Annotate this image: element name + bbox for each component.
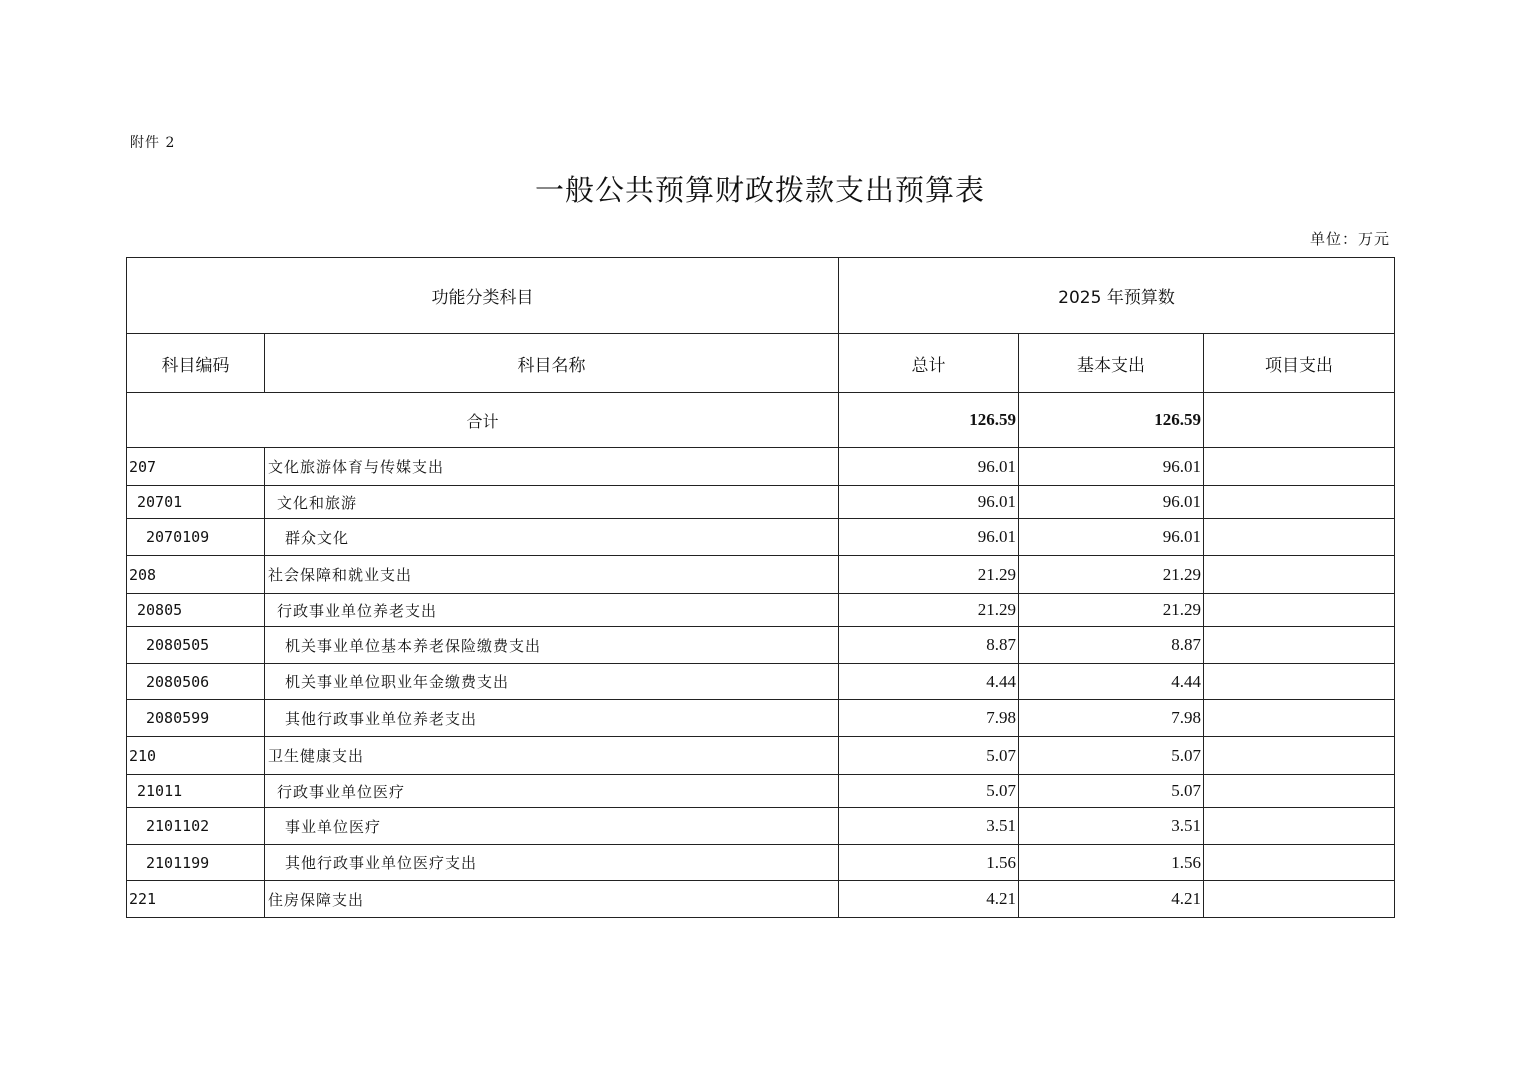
row-total: 7.98 <box>839 700 1019 737</box>
row-name: 其他行政事业单位医疗支出 <box>265 845 839 881</box>
header-code: 科目编码 <box>127 334 265 393</box>
row-total: 3.51 <box>839 808 1019 845</box>
row-name: 其他行政事业单位养老支出 <box>265 700 839 737</box>
row-basic: 8.87 <box>1019 627 1204 664</box>
row-code: 221 <box>127 881 265 918</box>
total-row <box>127 393 1395 448</box>
row-code: 21011 <box>127 775 265 808</box>
page-title: 一般公共预算财政拨款支出预算表 <box>534 173 985 207</box>
row-project <box>1204 594 1395 627</box>
row-total: 96.01 <box>839 486 1019 519</box>
row-code: 2080505 <box>127 627 265 664</box>
header-project-expenditure: 项目支出 <box>1204 334 1395 393</box>
row-code: 2101102 <box>127 808 265 845</box>
row-name: 住房保障支出 <box>265 881 839 918</box>
row-basic: 4.21 <box>1019 881 1204 918</box>
row-basic: 96.01 <box>1019 448 1204 486</box>
table-row <box>127 775 1395 808</box>
table-row <box>127 594 1395 627</box>
row-code: 210 <box>127 737 265 775</box>
row-project <box>1204 700 1395 737</box>
row-basic: 96.01 <box>1019 486 1204 519</box>
table-row <box>127 664 1395 700</box>
attachment-label: 附件 2 <box>130 135 176 151</box>
row-code: 2080506 <box>127 664 265 700</box>
row-code: 2070109 <box>127 519 265 556</box>
row-name: 机关事业单位职业年金缴费支出 <box>265 664 839 700</box>
table-row <box>127 808 1395 845</box>
row-name: 文化旅游体育与传媒支出 <box>265 448 839 486</box>
row-name: 群众文化 <box>265 519 839 556</box>
row-basic: 21.29 <box>1019 556 1204 594</box>
row-basic: 96.01 <box>1019 519 1204 556</box>
table-row <box>127 845 1395 881</box>
table-row <box>127 519 1395 556</box>
row-code: 2080599 <box>127 700 265 737</box>
header-basic-expenditure: 基本支出 <box>1019 334 1204 393</box>
row-name: 文化和旅游 <box>265 486 839 519</box>
row-code: 208 <box>127 556 265 594</box>
header-budget-year: 2025 年预算数 <box>839 258 1395 334</box>
table-row <box>127 737 1395 775</box>
row-project <box>1204 845 1395 881</box>
row-project <box>1204 881 1395 918</box>
row-total: 21.29 <box>839 594 1019 627</box>
row-project <box>1204 808 1395 845</box>
table-row <box>127 700 1395 737</box>
row-project <box>1204 556 1395 594</box>
row-total: 4.21 <box>839 881 1019 918</box>
total-row-project <box>1204 393 1395 448</box>
row-basic: 21.29 <box>1019 594 1204 627</box>
row-project <box>1204 448 1395 486</box>
unit-label: 单位：万元 <box>1309 230 1390 248</box>
total-row-total: 126.59 <box>839 393 1019 448</box>
row-code: 20701 <box>127 486 265 519</box>
row-total: 5.07 <box>839 775 1019 808</box>
row-project <box>1204 519 1395 556</box>
row-basic: 5.07 <box>1019 775 1204 808</box>
table-row <box>127 881 1395 918</box>
row-project <box>1204 486 1395 519</box>
header-name: 科目名称 <box>265 334 839 393</box>
row-total: 5.07 <box>839 737 1019 775</box>
row-name: 行政事业单位医疗 <box>265 775 839 808</box>
header-group-row <box>127 258 1395 334</box>
row-name: 卫生健康支出 <box>265 737 839 775</box>
table-row <box>127 627 1395 664</box>
budget-table <box>126 257 1395 918</box>
budget-table-body <box>127 258 1395 918</box>
header-column-row <box>127 334 1395 393</box>
row-total: 1.56 <box>839 845 1019 881</box>
row-name: 机关事业单位基本养老保险缴费支出 <box>265 627 839 664</box>
table-row <box>127 486 1395 519</box>
row-code: 20805 <box>127 594 265 627</box>
row-project <box>1204 664 1395 700</box>
row-basic: 7.98 <box>1019 700 1204 737</box>
row-code: 2101199 <box>127 845 265 881</box>
row-code: 207 <box>127 448 265 486</box>
row-name: 社会保障和就业支出 <box>265 556 839 594</box>
row-basic: 3.51 <box>1019 808 1204 845</box>
row-project <box>1204 775 1395 808</box>
row-basic: 1.56 <box>1019 845 1204 881</box>
row-project <box>1204 627 1395 664</box>
table-row <box>127 448 1395 486</box>
row-basic: 4.44 <box>1019 664 1204 700</box>
row-total: 4.44 <box>839 664 1019 700</box>
row-total: 8.87 <box>839 627 1019 664</box>
total-row-label: 合计 <box>127 393 839 448</box>
row-total: 96.01 <box>839 448 1019 486</box>
row-name: 事业单位医疗 <box>265 808 839 845</box>
row-basic: 5.07 <box>1019 737 1204 775</box>
row-total: 96.01 <box>839 519 1019 556</box>
header-functional-classification: 功能分类科目 <box>127 258 839 334</box>
header-total: 总计 <box>839 334 1019 393</box>
row-project <box>1204 737 1395 775</box>
total-row-basic: 126.59 <box>1019 393 1204 448</box>
table-row <box>127 556 1395 594</box>
row-name: 行政事业单位养老支出 <box>265 594 839 627</box>
row-total: 21.29 <box>839 556 1019 594</box>
